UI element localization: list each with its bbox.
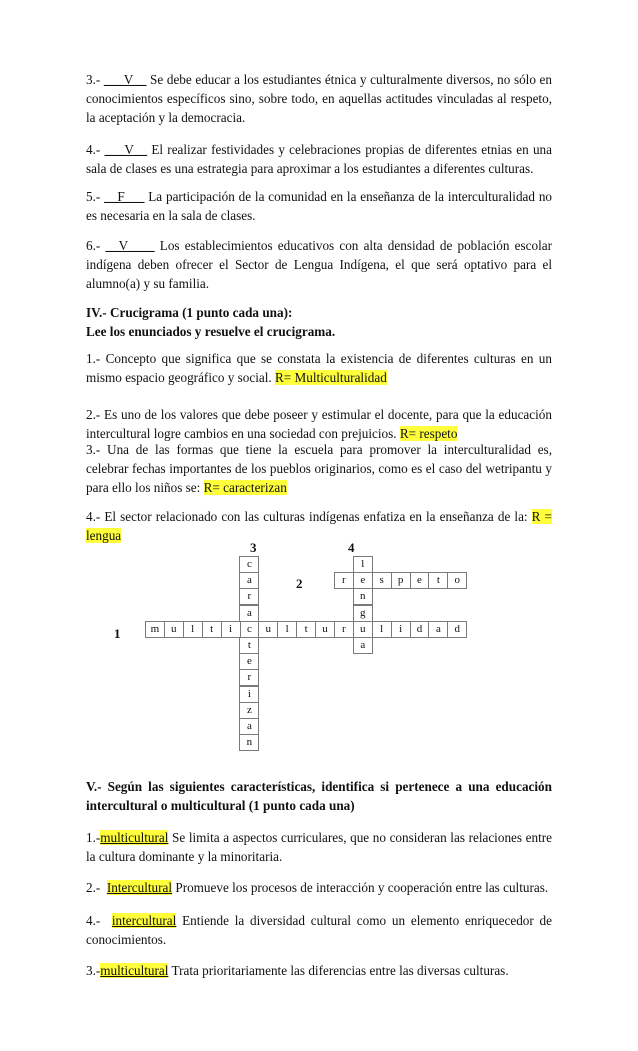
item-text: Los establecimientos educativos con alta densidad de población escolar indígena deben ofrecer el Sector de Lengua Indígena, el que será optativo para el alumno(a) y su familia. <box>86 238 553 291</box>
crossword-cell-word1: i <box>391 621 411 638</box>
crossword-cell-word1: r <box>334 621 354 638</box>
crossword-cell-word4: e <box>353 572 373 589</box>
item-number: 2.- <box>86 880 101 895</box>
v-item-1 <box>86 828 552 866</box>
crossword-cell-word3: a <box>239 572 259 589</box>
clue-number-1: 1 <box>114 626 121 641</box>
tf-item-3 <box>86 70 552 127</box>
crossword-cell-word1: u <box>164 621 184 638</box>
clue-text: 2.- Es uno de los valores que debe poseer y estimular el docente, para que la educación intercultural logre cambios en una sociedad con prejuicios. <box>86 407 552 441</box>
answer-highlight: multicultural <box>100 963 169 978</box>
item-number: 6.- <box>86 238 101 253</box>
crossword-cell-word4: u <box>353 621 373 638</box>
item-number: 1.- <box>86 830 101 845</box>
crossword-cell-word1: d <box>447 621 467 638</box>
crossword-cell-word1: t <box>202 621 222 638</box>
answer-highlight: intercultural <box>111 913 177 928</box>
item-number: 3.- <box>86 963 101 978</box>
crossword-cell-word1: l <box>183 621 203 638</box>
item-text: Se debe educar a los estudiantes étnica y culturalmente diversos, no sólo en conocimientos específicos sino, sobre todo, en aquellas actitudes vinculadas al respeto, la aceptación y la democracia. <box>86 72 552 125</box>
item-number: 4.- <box>86 913 101 928</box>
section-subtitle: Lee los enunciados y resuelve el crucigrama. <box>86 324 336 339</box>
item-number: 5.- <box>86 189 101 204</box>
item-text: Se limita a aspectos curriculares, que no consideran las relaciones entre la cultura dominante y la minoritaria. <box>86 830 552 864</box>
clue-number-4: 4 <box>348 540 355 555</box>
clue-answer: R= Multiculturalidad <box>274 370 387 385</box>
clue-number-2: 2 <box>296 576 303 591</box>
tf-item-5 <box>86 187 552 225</box>
clue-answer: R= caracterizan <box>203 480 287 495</box>
crossword-cell-word1: u <box>258 621 278 638</box>
clue-text: 4.- El sector relacionado con las culturas indígenas enfatiza en la enseñanza de la: <box>86 509 532 524</box>
crossword-cell-word3: c <box>239 556 259 573</box>
clue-text: 1.- Concepto que significa que se constata la existencia de diferentes culturas en un mismo espacio geográfico y social. <box>86 351 552 385</box>
crossword-cell-word4: l <box>353 556 373 573</box>
v-item-2 <box>86 878 552 897</box>
crossword-cell-word2: e <box>410 572 430 589</box>
crossword-cell-word1: l <box>372 621 392 638</box>
crossword-cell-word3: n <box>239 734 259 751</box>
item-number: 4.- <box>86 142 101 157</box>
tf-item-6 <box>86 236 552 293</box>
crossword-cell-word2: r <box>334 572 354 589</box>
crossword-cell-word3: r <box>239 669 259 686</box>
section-title: IV.- Crucigrama (1 punto cada una): <box>86 305 293 320</box>
item-text: El realizar festividades y celebraciones propias de diferentes etnias en una sala de clases es una estrategia para aproximar a los estudiantes a diferentes culturas. <box>86 142 552 176</box>
clue-answer: R= respeto <box>399 426 458 441</box>
clue-1 <box>86 349 552 387</box>
item-text: Trata prioritariamente las diferencias entre las diversas culturas. <box>168 963 509 978</box>
clue-number-3: 3 <box>250 540 257 555</box>
answer-blank: __V____ <box>105 238 155 253</box>
crossword-cell-word3: t <box>239 637 259 654</box>
crossword-cell-word1: i <box>221 621 241 638</box>
v-item-4 <box>86 911 552 949</box>
crossword-cell-word2: p <box>391 572 411 589</box>
clue-text: 3.- Una de las formas que tiene la escuela para promover la interculturalidad es, celebrar fechas importantes de los pueblos originarios, como es el caso del wetripantu y para ello los niños se: <box>86 442 552 495</box>
crossword-cell-word4: a <box>353 637 373 654</box>
section-v-heading <box>86 777 552 815</box>
clue-2 <box>86 405 552 443</box>
crossword-cell-word2: t <box>428 572 448 589</box>
crossword-cell-word3: c <box>239 621 259 638</box>
answer-highlight: Intercultural <box>106 880 173 895</box>
crossword-cell-word4: n <box>353 588 373 605</box>
answer-blank: __F___ <box>104 189 145 204</box>
section-title: V.- Según las siguientes características, identifica si pertenece a una educación intercultural o multicultural (1 punto cada una) <box>86 779 552 813</box>
answer-blank: ___V__ <box>103 72 147 87</box>
crossword-cell-word3: i <box>239 686 259 703</box>
tf-item-4 <box>86 140 552 178</box>
crossword-cell-word1: a <box>428 621 448 638</box>
crossword-cell-word3: e <box>239 653 259 670</box>
answer-blank: ___V__ <box>104 142 148 157</box>
item-text: Entiende la diversidad cultural como un elemento enriquecedor de conocimientos. <box>86 913 552 947</box>
crossword-cell-word1: u <box>315 621 335 638</box>
item-text: Promueve los procesos de interacción y cooperación entre las culturas. <box>172 880 549 895</box>
crossword-cell-word1: d <box>410 621 430 638</box>
crossword-cell-word1: t <box>296 621 316 638</box>
clue-answer: R = lengua <box>86 509 552 543</box>
item-text: La participación de la comunidad en la enseñanza de la interculturalidad no es necesaria en la sala de clases. <box>86 189 553 223</box>
crossword-cell-word3: a <box>239 718 259 735</box>
crossword-cell-word3: r <box>239 588 259 605</box>
clue-3 <box>86 440 552 497</box>
crossword-cell-word4: g <box>353 605 373 622</box>
crossword-cell-word3: a <box>239 605 259 622</box>
section-iv-heading <box>86 303 552 341</box>
crossword-cell-word2: o <box>447 572 467 589</box>
item-number: 3.- <box>86 72 101 87</box>
crossword-cell-word1: l <box>277 621 297 638</box>
crossword-cell-word2: s <box>372 572 392 589</box>
crossword-cell-word3: z <box>239 702 259 719</box>
answer-highlight: multicultural <box>100 830 169 845</box>
v-item-3 <box>86 961 552 980</box>
crossword-cell-word1: m <box>145 621 165 638</box>
clue-4 <box>86 507 552 545</box>
